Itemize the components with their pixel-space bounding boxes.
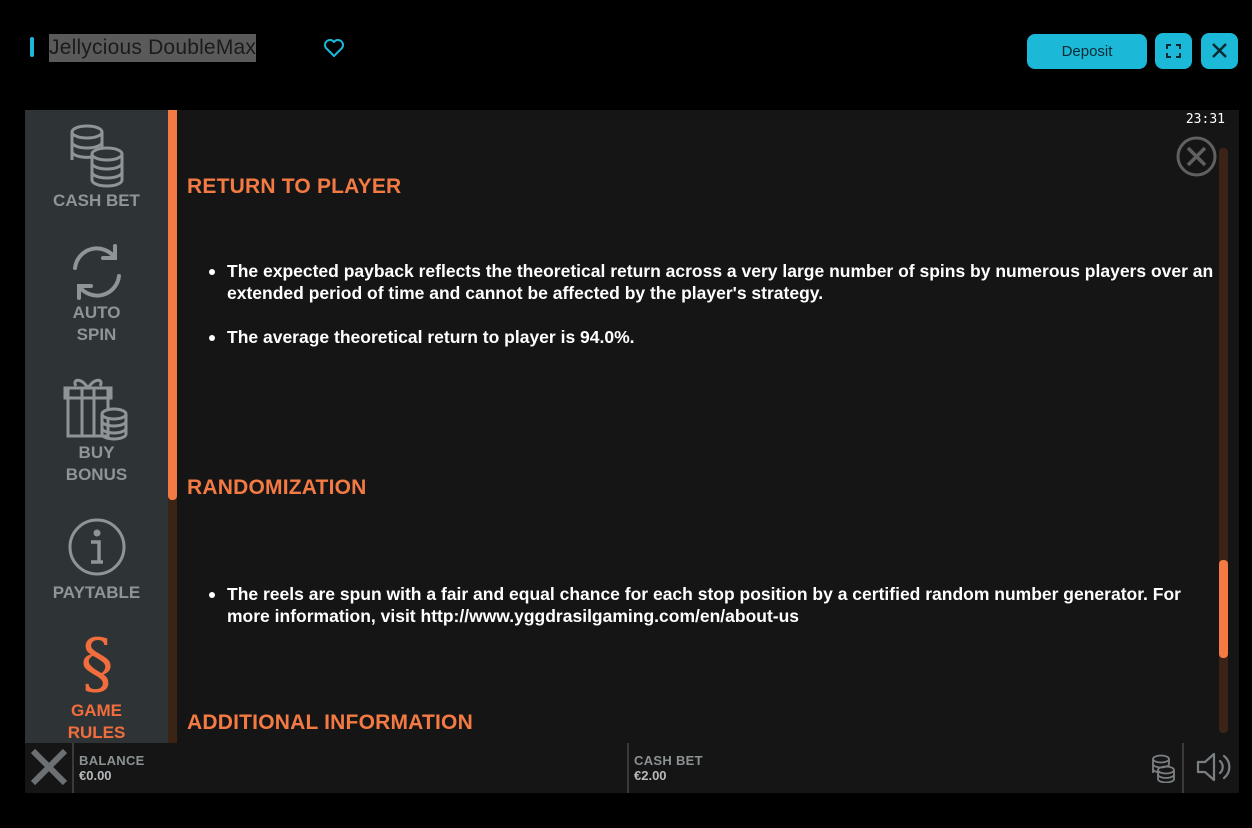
section-heading-randomization: RANDOMIZATION [187,476,367,499]
bottom-bar [25,743,1239,793]
game-frame [25,110,1239,793]
sidebar-item-label: PAYTABLE [52,583,141,602]
refresh-icon [67,242,127,302]
coin-stack-icon [67,122,127,190]
sidebar-item-paytable[interactable] [25,516,168,604]
sidebar-item-label: BUY BONUS [65,443,128,484]
sidebar-item-label: AUTO SPIN [72,303,121,344]
divider [627,743,629,793]
fullscreen-icon [1155,33,1192,69]
sidebar-scrollbar[interactable] [168,110,177,743]
close-icon [1201,33,1238,69]
speaker-icon[interactable] [1195,751,1233,783]
game-rules-content [187,110,1217,743]
sidebar-item-label: GAME RULES [67,701,126,742]
content-scrollbar[interactable] [1219,148,1228,733]
circle-x-icon[interactable] [1176,136,1217,177]
divider [72,743,74,793]
list-item: The reels are spun with a fair and equal chance for each stop position by a certified random number generator. For more information, visit http://www.yggdrasilgaming.com/en/about-us [227,583,1197,627]
sidebar-item-auto-spin[interactable] [25,242,168,346]
sidebar-item-buy-bonus[interactable] [25,372,168,486]
coin-stack-icon[interactable] [1150,753,1176,783]
cash-bet-value: €2.00 [634,768,667,783]
cash-bet-label: CASH BET [634,753,703,768]
top-bar [0,0,1252,100]
close-icon[interactable] [27,745,71,789]
clock: 23:31 [1185,112,1225,127]
deposit-button[interactable]: Deposit [1027,34,1147,69]
sidebar [25,110,168,743]
heart-outline-icon[interactable] [322,37,346,59]
list-item: The expected payback reflects the theoretical return across a very large number of spins by numerous players over an extended period of time and cannot be affected by the player's strategy. [227,260,1217,304]
balance-label: BALANCE [79,753,145,768]
section-sign-icon [77,628,117,694]
content-scrollbar-thumb[interactable] [1219,560,1228,658]
gift-coins-icon [62,372,132,444]
title-marker [30,37,34,57]
fullscreen-button[interactable] [1155,33,1192,69]
sidebar-item-label: CASH BET [53,191,140,210]
close-game-button[interactable] [1201,33,1238,69]
sidebar-item-cash-bet[interactable] [25,122,168,212]
info-icon [67,516,127,578]
divider [1182,743,1184,793]
sidebar-item-game-rules[interactable] [25,628,168,744]
section-heading-rtp: RETURN TO PLAYER [187,175,402,198]
sidebar-scrollbar-thumb[interactable] [168,110,177,500]
balance-value: €0.00 [79,768,112,783]
svg-text:§: § [80,628,113,694]
section-heading-additional-info: ADDITIONAL INFORMATION [187,711,473,734]
game-title: Jellycious DoubleMax [49,34,256,62]
list-item: The average theoretical return to player is 94.0%. [227,326,1217,348]
